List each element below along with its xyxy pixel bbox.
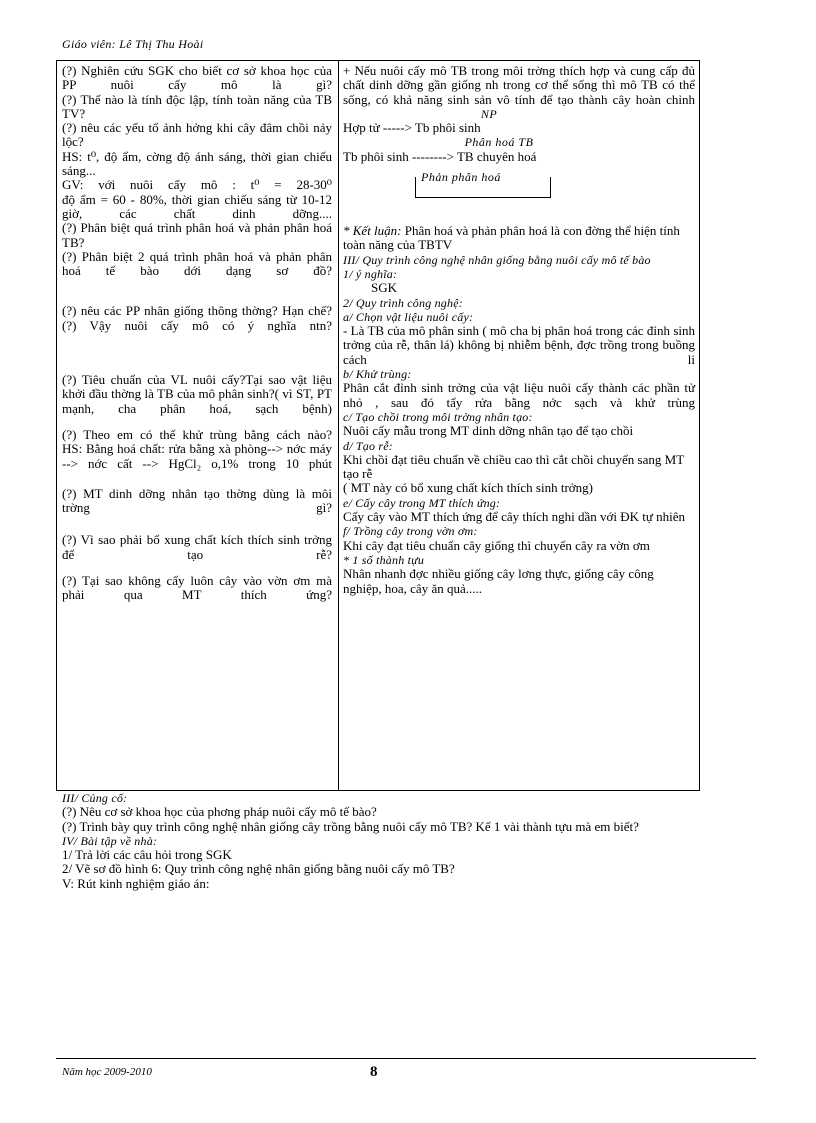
homework-item-2: 2/ Vẽ sơ đồ hình 6: Quy trình công nghệ nhân giống bằng nuôi cấy mô TB? (62, 861, 455, 877)
feedback-arrow-diagram (343, 164, 695, 224)
teacher-question: (?) nêu các yếu tố ảnh hởng khi cây đâm chồi nảy lộc? (62, 120, 336, 150)
diagram-label-np: NP (480, 106, 498, 121)
teacher-question: độ ẩm = 60 - 80%, thời gian chiếu sáng từ 10-12 giờ, các chất dinh dỡng.... (62, 191, 336, 221)
teacher-question: (?) Vì sao phải bổ xung chất kích thích sinh trởng để tạo rễ? (62, 532, 336, 562)
section-1-body: SGK (371, 280, 398, 296)
diagram-line-2: Tb phôi sinh --------> TB chuyên hoá (343, 148, 537, 164)
step-f-body: Khi cây đạt tiêu chuẩn cây giống thì chuyển cây ra vờn ơm (343, 537, 650, 553)
step-c-title: c/ Tạo chồi trong môi trờng nhân tạo: (343, 409, 533, 424)
teacher-question: HS: Bằng hoá chất: rửa bằng xà phòng--> nớc máy --> nớc cất --> HgCl₂ o,1% trong 10 phút (62, 441, 336, 471)
step-e-body: Cấy cây vào MT thích ứng để cây thích nghi dần với ĐK tự nhiên (343, 509, 686, 525)
teacher-question: GV: với nuôi cấy mô : t⁰ = 28-30⁰ (62, 177, 332, 193)
spacer (62, 333, 332, 373)
consolidation-question-2: (?) Trình bày quy trình công nghệ nhân giống cây trồng bằng nuôi cấy mô TB? Kể 1 vài thành tựu mà em biết? (62, 818, 639, 834)
lesson-table (56, 60, 700, 791)
lesson-review-note: V: Rút kinh nghiệm giáo án: (62, 875, 210, 891)
teacher-header: Giáo viên: Lê Thị Thu Hoài (62, 37, 204, 51)
spacer (62, 471, 332, 487)
step-d-title: d/ Tạo rễ: (343, 438, 393, 453)
section-2-title: 2/ Quy trình công nghệ: (343, 295, 463, 310)
column-divider (338, 61, 339, 790)
teacher-question: (?) nêu các PP nhân giống thông thờng? Hạn chế? (62, 303, 332, 319)
intro-paragraph: + Nếu nuôi cấy mô TB trong môi trờng thích hợp và cung cấp đủ chất dinh dỡng gần giống nh trong cơ thể sống thì mô TB có thể sống, có khả năng sinh sản vô tính để tạo thành cây hoàn chỉnh (343, 63, 699, 107)
teacher-question: (?) MT dinh dỡng nhân tạo thờng dùng là môi trờng gì? (62, 485, 336, 516)
conclusion: * Kết luận: Phân hoá và phản phân hoá là con đờng thể hiện tính toàn năng của TBTV (343, 223, 684, 253)
section-3-title: III/ Quy trình công nghệ nhân giống bằng nuôi cấy mô tế bào (343, 252, 651, 267)
consolidation-question-1: (?) Nêu cơ sở khoa học của phơng pháp nuôi cấy mô tế bào? (62, 804, 377, 820)
teacher-question: (?) Phân biệt quá trình phân hoá và phản phân hoá TB? (62, 220, 336, 250)
step-d-body-2: ( MT này có bổ xung chất kích thích sinh trởng) (343, 480, 593, 496)
school-year: Năm học 2009-2010 (62, 1066, 152, 1078)
step-e-title: e/ Cấy cây trong MT thích ứng: (343, 495, 501, 510)
teacher-question: (?) Nghiên cứu SGK cho biết cơ sở khoa học của PP nuôi cấy mô là gì? (62, 63, 336, 93)
conclusion-rest: Phân hoá và phản phân hoá là con đờng thể hiện tính toàn năng của TBTV (343, 223, 684, 253)
spacer (62, 515, 332, 533)
teacher-questions-column (62, 63, 336, 603)
homework-title: IV/ Bài tập về nhà: (62, 833, 158, 848)
step-d-body-1: Khi chồi đạt tiêu chuẩn về chiều cao thì cắt chồi chuyển sang MT tạo rễ (343, 451, 688, 482)
step-a-body: - Là TB của mô phân sinh ( mô cha bị phân hoá trong các đỉnh sinh trởng của rễ, thân lá) không bị nhiễm bệnh, đợc trồng trong buồng cách li (343, 323, 699, 367)
consolidation-title: III/ Củng cố: (62, 791, 128, 805)
diagram-label-phan-hoa: Phân hoá TB (464, 135, 534, 150)
diagram-label-phan-phan-hoa: Phản phân hoá (421, 170, 501, 185)
homework-item-1: 1/ Trả lời các câu hỏi trong SGK (62, 847, 232, 863)
teacher-question: (?) Phân biệt 2 quá trình phân hoá và phản phân hoá tế bào dới dạng sơ đồ? (62, 248, 336, 279)
achievements-body: Nhân nhanh đợc nhiều giống cây lơng thực, giống cây công nghiệp, hoa, cây ăn quả..... (343, 566, 657, 596)
lesson-wrapup (62, 791, 712, 891)
teacher-question: HS: t⁰, độ ẩm, cờng độ ánh sáng, thời gian chiếu sáng... (62, 148, 336, 179)
footer-rule (56, 1058, 756, 1059)
spacer (62, 278, 332, 304)
teacher-question: (?) Vậy nuôi cấy mô có ý nghĩa ntn? (62, 317, 332, 333)
lesson-content-column (343, 63, 699, 596)
diagram-line-1: Hợp tử -----> Tb phôi sinh (343, 120, 481, 136)
step-b-title: b/ Khử trùng: (343, 367, 412, 382)
step-a-title: a/ Chọn vật liệu nuôi cấy: (343, 309, 474, 324)
step-c-body: Nuôi cấy mẫu trong MT dinh dỡng nhân tạo để tạo chồi (343, 423, 634, 439)
section-1-title: 1/ ý nghĩa: (343, 266, 398, 281)
teacher-question: (?) Theo em có thể khử trùng bằng cách nào? (62, 426, 332, 442)
step-b-body: Phân cắt đỉnh sinh trởng của vật liệu nuôi cấy thành các phần tử nhỏ , sau đó tẩy rửa bằng nớc sạch và khử trùng (343, 380, 699, 410)
teacher-question: (?) Tại sao không cấy luôn cây vào vờn ơm mà phải qua MT thích ứng? (62, 573, 336, 603)
teacher-question: (?) Tiêu chuẩn của VL nuôi cấy?Tại sao vật liệu khởi đầu thờng là TB của mô phân sinh?( vì ST, PT mạnh, cha phân hoá, sạch bệnh) (62, 372, 336, 416)
teacher-question: (?) Thế nào là tính độc lập, tính toàn năng của TB TV? (62, 91, 336, 121)
page-number: 8 (370, 1064, 378, 1080)
step-f-title: f/ Trồng cây trong vờn ơm: (343, 524, 478, 539)
achievements-title: * 1 số thành tựu (343, 552, 425, 567)
